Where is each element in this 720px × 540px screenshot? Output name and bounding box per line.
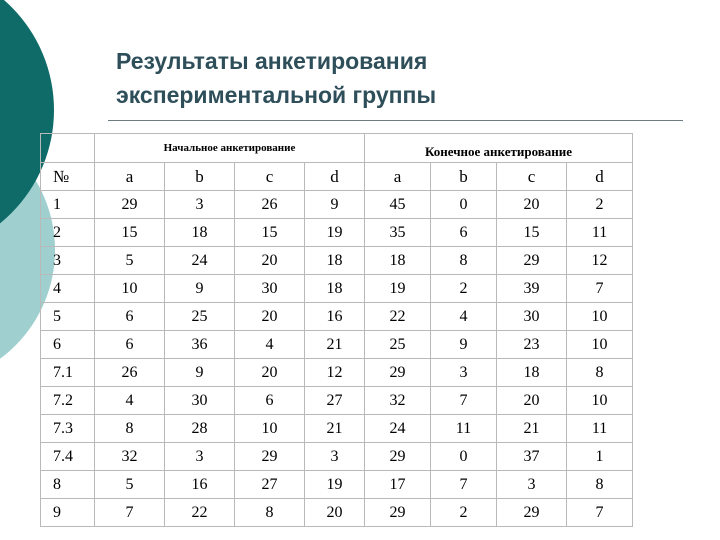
value-cell: 9	[165, 359, 235, 387]
column-header-start-b: b	[165, 163, 235, 191]
row-number-cell: 7.3	[41, 415, 95, 443]
value-cell: 5	[95, 247, 165, 275]
row-number-cell: 7.1	[41, 359, 95, 387]
value-cell: 10	[567, 387, 633, 415]
value-cell: 30	[235, 275, 305, 303]
value-cell: 10	[567, 303, 633, 331]
value-cell: 20	[235, 359, 305, 387]
value-cell: 30	[497, 303, 567, 331]
value-cell: 16	[305, 303, 365, 331]
page-title	[116, 44, 676, 112]
column-header-row	[41, 163, 633, 191]
row-number-cell: 4	[41, 275, 95, 303]
value-cell: 32	[365, 387, 431, 415]
table-row	[41, 443, 633, 471]
value-cell: 20	[497, 387, 567, 415]
value-cell: 8	[567, 359, 633, 387]
value-cell: 19	[305, 219, 365, 247]
title-line-2: экспериментальной группы	[116, 82, 437, 108]
value-cell: 9	[431, 331, 497, 359]
value-cell: 18	[305, 275, 365, 303]
value-cell: 17	[365, 471, 431, 499]
row-number-cell: 6	[41, 331, 95, 359]
table-row	[41, 247, 633, 275]
title-divider	[108, 120, 683, 121]
column-header-end-b: b	[431, 163, 497, 191]
value-cell: 12	[567, 247, 633, 275]
value-cell: 45	[365, 191, 431, 219]
group-blank-cell	[41, 134, 95, 163]
table-row	[41, 415, 633, 443]
value-cell: 22	[165, 499, 235, 527]
value-cell: 6	[235, 387, 305, 415]
column-header-start-c: c	[235, 163, 305, 191]
value-cell: 2	[567, 191, 633, 219]
value-cell: 6	[431, 219, 497, 247]
value-cell: 24	[165, 247, 235, 275]
value-cell: 29	[235, 443, 305, 471]
value-cell: 29	[95, 191, 165, 219]
value-cell: 20	[235, 303, 305, 331]
value-cell: 5	[95, 471, 165, 499]
value-cell: 8	[567, 471, 633, 499]
column-header-end-d: d	[567, 163, 633, 191]
value-cell: 3	[305, 443, 365, 471]
value-cell: 35	[365, 219, 431, 247]
value-cell: 30	[165, 387, 235, 415]
row-number-cell: 5	[41, 303, 95, 331]
value-cell: 15	[235, 219, 305, 247]
row-number-cell: 8	[41, 471, 95, 499]
value-cell: 29	[497, 247, 567, 275]
value-cell: 8	[95, 415, 165, 443]
value-cell: 15	[95, 219, 165, 247]
value-cell: 11	[431, 415, 497, 443]
value-cell: 4	[431, 303, 497, 331]
row-number-cell: 7.2	[41, 387, 95, 415]
value-cell: 36	[165, 331, 235, 359]
value-cell: 9	[305, 191, 365, 219]
column-header-end-c: c	[497, 163, 567, 191]
value-cell: 20	[235, 247, 305, 275]
value-cell: 15	[497, 219, 567, 247]
value-cell: 0	[431, 443, 497, 471]
value-cell: 39	[497, 275, 567, 303]
value-cell: 1	[567, 443, 633, 471]
table-row	[41, 191, 633, 219]
value-cell: 3	[165, 443, 235, 471]
value-cell: 10	[95, 275, 165, 303]
value-cell: 7	[431, 387, 497, 415]
table-row	[41, 387, 633, 415]
row-number-cell: 9	[41, 499, 95, 527]
value-cell: 0	[431, 191, 497, 219]
column-header-end-a: a	[365, 163, 431, 191]
column-header-start-d: d	[305, 163, 365, 191]
number-column-header: №	[41, 163, 95, 191]
row-number-cell: 7.4	[41, 443, 95, 471]
value-cell: 4	[235, 331, 305, 359]
survey-results-table	[40, 133, 633, 527]
row-number-cell: 3	[41, 247, 95, 275]
column-header-start-a: a	[95, 163, 165, 191]
value-cell: 6	[95, 331, 165, 359]
value-cell: 20	[497, 191, 567, 219]
group-start-header: Начальное анкетирование	[95, 134, 365, 163]
value-cell: 19	[365, 275, 431, 303]
value-cell: 27	[235, 471, 305, 499]
value-cell: 3	[497, 471, 567, 499]
table-row	[41, 359, 633, 387]
table-row	[41, 219, 633, 247]
value-cell: 18	[497, 359, 567, 387]
value-cell: 6	[95, 303, 165, 331]
value-cell: 11	[567, 415, 633, 443]
value-cell: 29	[497, 499, 567, 527]
value-cell: 21	[305, 331, 365, 359]
value-cell: 29	[365, 499, 431, 527]
value-cell: 7	[567, 275, 633, 303]
value-cell: 9	[165, 275, 235, 303]
value-cell: 7	[431, 471, 497, 499]
value-cell: 16	[165, 471, 235, 499]
value-cell: 32	[95, 443, 165, 471]
value-cell: 3	[431, 359, 497, 387]
title-line-1: Результаты анкетирования	[116, 48, 428, 74]
value-cell: 29	[365, 443, 431, 471]
value-cell: 2	[431, 499, 497, 527]
value-cell: 2	[431, 275, 497, 303]
value-cell: 28	[165, 415, 235, 443]
group-header-row	[41, 134, 633, 163]
value-cell: 12	[305, 359, 365, 387]
value-cell: 26	[235, 191, 305, 219]
value-cell: 19	[305, 471, 365, 499]
value-cell: 22	[365, 303, 431, 331]
value-cell: 25	[165, 303, 235, 331]
value-cell: 18	[305, 247, 365, 275]
row-number-cell: 1	[41, 191, 95, 219]
value-cell: 7	[567, 499, 633, 527]
value-cell: 4	[95, 387, 165, 415]
value-cell: 24	[365, 415, 431, 443]
group-end-header: Конечное анкетирование	[365, 134, 633, 163]
row-number-cell: 2	[41, 219, 95, 247]
value-cell: 7	[95, 499, 165, 527]
value-cell: 10	[235, 415, 305, 443]
value-cell: 23	[497, 331, 567, 359]
table-row	[41, 275, 633, 303]
value-cell: 11	[567, 219, 633, 247]
value-cell: 18	[365, 247, 431, 275]
value-cell: 37	[497, 443, 567, 471]
value-cell: 8	[235, 499, 305, 527]
value-cell: 20	[305, 499, 365, 527]
value-cell: 29	[365, 359, 431, 387]
table-row	[41, 331, 633, 359]
value-cell: 21	[497, 415, 567, 443]
table-row	[41, 499, 633, 527]
value-cell: 8	[431, 247, 497, 275]
value-cell: 10	[567, 331, 633, 359]
value-cell: 25	[365, 331, 431, 359]
table-row	[41, 471, 633, 499]
value-cell: 21	[305, 415, 365, 443]
value-cell: 3	[165, 191, 235, 219]
value-cell: 18	[165, 219, 235, 247]
table-row	[41, 303, 633, 331]
value-cell: 26	[95, 359, 165, 387]
value-cell: 27	[305, 387, 365, 415]
